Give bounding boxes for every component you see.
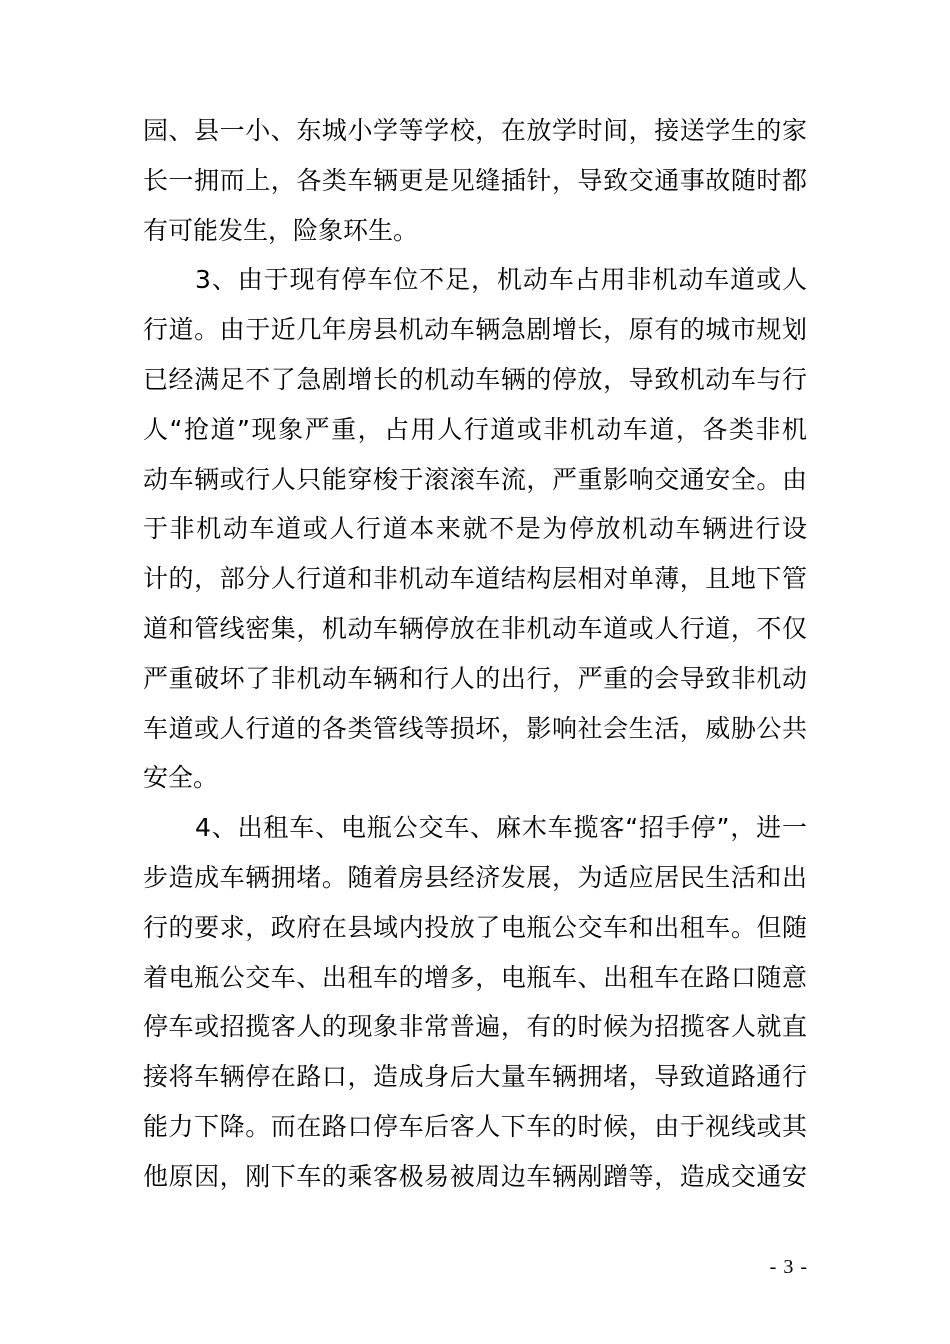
- body-text: [143, 106, 807, 1202]
- text-line: 人“抢道”现象严重，占用人行道或非机动车道，各类非机: [143, 414, 807, 444]
- text-line: 有可能发生，险象环生。: [143, 215, 419, 245]
- text-line: 停车或招揽客人的现象非常普遍，有的时候为招揽客人就直: [143, 1012, 807, 1042]
- text-line: 已经满足不了急剧增长的机动车辆的停放，导致机动车与行: [143, 364, 807, 394]
- text-line: 3、由于现有停车位不足，机动车占用非机动车道或人: [195, 265, 807, 295]
- text-line: 安全。: [143, 763, 219, 793]
- text-line: 能力下降。而在路口停车后客人下车的时候，由于视线或其: [143, 1111, 807, 1141]
- text-line: 园、县一小、东城小学等学校，在放学时间，接送学生的家: [143, 116, 807, 145]
- text-line: 行的要求，政府在县域内投放了电瓶公交车和出租车。但随: [143, 912, 807, 942]
- text-line: 接将车辆停在路口，造成身后大量车辆拥堵，导致道路通行: [143, 1062, 807, 1092]
- text-line: 着电瓶公交车、出租车的增多，电瓶车、出租车在路口随意: [143, 962, 807, 992]
- text-line: 4、出租车、电瓶公交车、麻木车揽客“招手停”，进一: [195, 813, 807, 843]
- text-line: 于非机动车道或人行道本来就不是为停放机动车辆进行设: [143, 514, 807, 544]
- page-number: - 3 -: [769, 1256, 808, 1278]
- text-line: 道和管线密集，机动车辆停放在非机动车道或人行道，不仅: [143, 613, 807, 643]
- text-line: 他原因，刚下车的乘客极易被周边车辆剐蹭等，造成交通安: [143, 1161, 807, 1191]
- text-line: 长一拥而上，各类车辆更是见缝插针，导致交通事故随时都: [143, 165, 807, 195]
- text-line: 步造成车辆拥堵。随着房县经济发展，为适应居民生活和出: [143, 862, 807, 892]
- text-line: 动车辆或行人只能穿梭于滚滚车流，严重影响交通安全。由: [143, 464, 807, 494]
- text-line: 计的，部分人行道和非机动车道结构层相对单薄，且地下管: [143, 564, 807, 594]
- text-line: 严重破坏了非机动车辆和行人的出行，严重的会导致非机动: [143, 663, 807, 693]
- text-line: 行道。由于近几年房县机动车辆急剧增长，原有的城市规划: [143, 315, 807, 345]
- text-line: 车道或人行道的各类管线等损坏，影响社会生活，威胁公共: [143, 713, 807, 743]
